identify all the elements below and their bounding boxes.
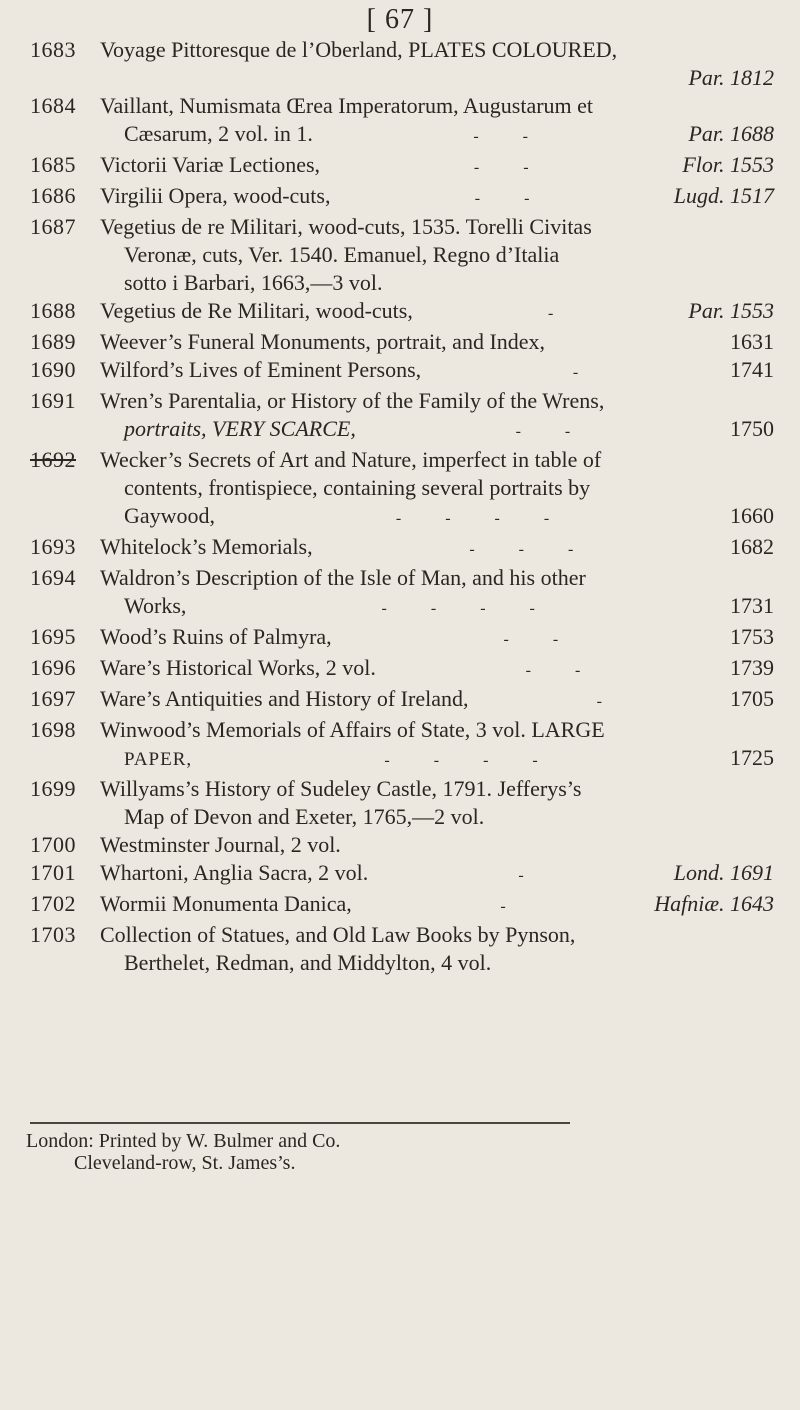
lot-entry <box>0 151 800 182</box>
entry-continuation: portraits, VERY SCARCE, - - 1750 <box>124 416 774 441</box>
entry-title: Wood’s Ruins of Palmyra, - - 1753 <box>100 624 774 649</box>
imprint: 1739 <box>730 655 774 680</box>
printer-imprint <box>26 1122 586 1174</box>
entry-title: Weever’s Funeral Monuments, portrait, and Index, 1631 <box>100 329 774 354</box>
catalogue-entries <box>0 36 800 977</box>
imprint: Hafniæ. 1643 <box>654 891 774 916</box>
lot-entry <box>0 36 800 92</box>
lot-entry <box>0 685 800 716</box>
entry-title: Whartoni, Anglia Sacra, 2 vol. - Lond. 1691 <box>100 860 774 885</box>
lot-entry <box>0 182 800 213</box>
entry-continuation: Veronæ, cuts, Ver. 1540. Emanuel, Regno d’Italia <box>124 242 560 267</box>
lot-entry <box>0 623 800 654</box>
imprint: 1753 <box>729 624 774 649</box>
entry-title: Wilford’s Lives of Eminent Persons, - 1741 <box>100 357 774 382</box>
lot-number: 1692 <box>30 447 76 472</box>
entry-title: Waldron’s Description of the Isle of Man, and his other <box>100 565 586 590</box>
lot-number: 1701 <box>30 860 76 885</box>
imprint: Par. 1812 <box>688 65 774 90</box>
entry-title: Vaillant, Numismata Œrea Imperatorum, Augustarum et <box>100 93 594 118</box>
entry-title: Wren’s Parentalia, or History of the Family of the Wrens, <box>100 388 605 413</box>
printer-address: Cleveland-row, St. James’s. <box>74 1152 296 1174</box>
entry-title: Voyage Pittoresque de l’Oberland, PLATES COLOURED, <box>100 37 618 62</box>
lot-entry <box>0 921 800 977</box>
lot-entry <box>0 890 800 921</box>
imprint: 1631 <box>730 329 774 354</box>
imprint: Lond. 1691 <box>673 860 774 885</box>
lot-number: 1686 <box>30 183 76 208</box>
lot-entry <box>0 387 800 446</box>
lot-number: 1696 <box>30 655 76 680</box>
entry-title: Vegetius de Re Militari, wood-cuts, - Par. 1553 <box>100 298 774 323</box>
divider-rule <box>30 1122 570 1124</box>
lot-number: 1688 <box>30 298 76 323</box>
entry-title: Wormii Monumenta Danica, - Hafniæ. 1643 <box>100 891 774 916</box>
lot-entry <box>0 859 800 890</box>
imprint: 1725 <box>729 745 774 770</box>
lot-number: 1683 <box>30 37 76 62</box>
entry-continuation: Works, - - - - 1731 <box>124 593 774 618</box>
lot-entry <box>0 654 800 685</box>
lot-entry <box>0 716 800 775</box>
lot-number: 1693 <box>30 534 76 559</box>
lot-entry <box>0 831 800 859</box>
lot-number: 1695 <box>30 624 76 649</box>
lot-number: 1699 <box>30 776 76 801</box>
entry-title: Collection of Statues, and Old Law Books by Pynson, <box>100 922 576 947</box>
lot-number: 1697 <box>30 686 76 711</box>
imprint: 1660 <box>729 503 774 528</box>
entry-continuation: PAPER, - - - - 1725 <box>124 745 774 770</box>
entry-imprint-line <box>100 64 774 92</box>
imprint: 1741 <box>730 357 774 382</box>
imprint: 1682 <box>729 534 774 559</box>
lot-entry <box>0 775 800 831</box>
lot-entry <box>0 533 800 564</box>
imprint: Par. 1553 <box>688 298 774 323</box>
imprint: Lugd. 1517 <box>673 183 774 208</box>
lot-number: 1690 <box>30 357 76 382</box>
entry-continuation: Map of Devon and Exeter, 1765,—2 vol. <box>124 804 485 829</box>
lot-number: 1694 <box>30 565 76 590</box>
entry-title: Winwood’s Memorials of Affairs of State, 3 vol. LARGE <box>100 717 605 742</box>
entry-title: Virgilii Opera, wood-cuts, - - Lugd. 1517 <box>100 183 774 208</box>
entry-title: Vegetius de re Militari, wood-cuts, 1535. Torelli Civitas <box>100 214 592 239</box>
lot-entry <box>0 92 800 151</box>
entry-title: Wecker’s Secrets of Art and Nature, imperfect in table of <box>100 447 602 472</box>
lot-entry <box>0 297 800 328</box>
imprint: 1731 <box>729 593 774 618</box>
entry-title: Westminster Journal, 2 vol. <box>100 832 341 857</box>
entry-title: Whitelock’s Memorials, - - - 1682 <box>100 534 774 559</box>
printer-line: London: Printed by W. Bulmer and Co. <box>26 1130 341 1152</box>
entry-continuation: Berthelet, Redman, and Middylton, 4 vol. <box>124 950 492 975</box>
lot-entry <box>0 564 800 623</box>
entry-continuation: sotto i Barbari, 1663,—3 vol. <box>124 270 383 295</box>
imprint: 1750 <box>730 416 774 441</box>
lot-number: 1689 <box>30 329 76 354</box>
lot-entry <box>0 213 800 297</box>
entry-continuation: Cæsarum, 2 vol. in 1. - - Par. 1688 <box>124 121 774 146</box>
entry-title: Victorii Variæ Lectiones, - - Flor. 1553 <box>100 152 774 177</box>
lot-number: 1703 <box>30 922 76 947</box>
lot-number: 1702 <box>30 891 76 916</box>
lot-number: 1691 <box>30 388 76 413</box>
entry-continuation: contents, frontispiece, containing several portraits by <box>124 475 591 500</box>
imprint: 1705 <box>730 686 774 711</box>
imprint: Par. 1688 <box>688 121 774 146</box>
entry-continuation: Gaywood, - - - - 1660 <box>124 503 774 528</box>
entry-title: Willyams’s History of Sudeley Castle, 1791. Jefferys’s <box>100 776 582 801</box>
lot-number: 1685 <box>30 152 76 177</box>
imprint: Flor. 1553 <box>682 152 774 177</box>
lot-entry <box>0 328 800 356</box>
page-number: [ 67 ] <box>366 4 434 35</box>
entry-title: Ware’s Historical Works, 2 vol. - - 1739 <box>100 655 774 680</box>
entry-title: Ware’s Antiquities and History of Ireland, - 1705 <box>100 686 774 711</box>
lot-entry <box>0 446 800 533</box>
lot-number: 1698 <box>30 717 76 742</box>
lot-number: 1700 <box>30 832 76 857</box>
lot-number: 1687 <box>30 214 76 239</box>
lot-number: 1684 <box>30 93 76 118</box>
lot-entry <box>0 356 800 387</box>
